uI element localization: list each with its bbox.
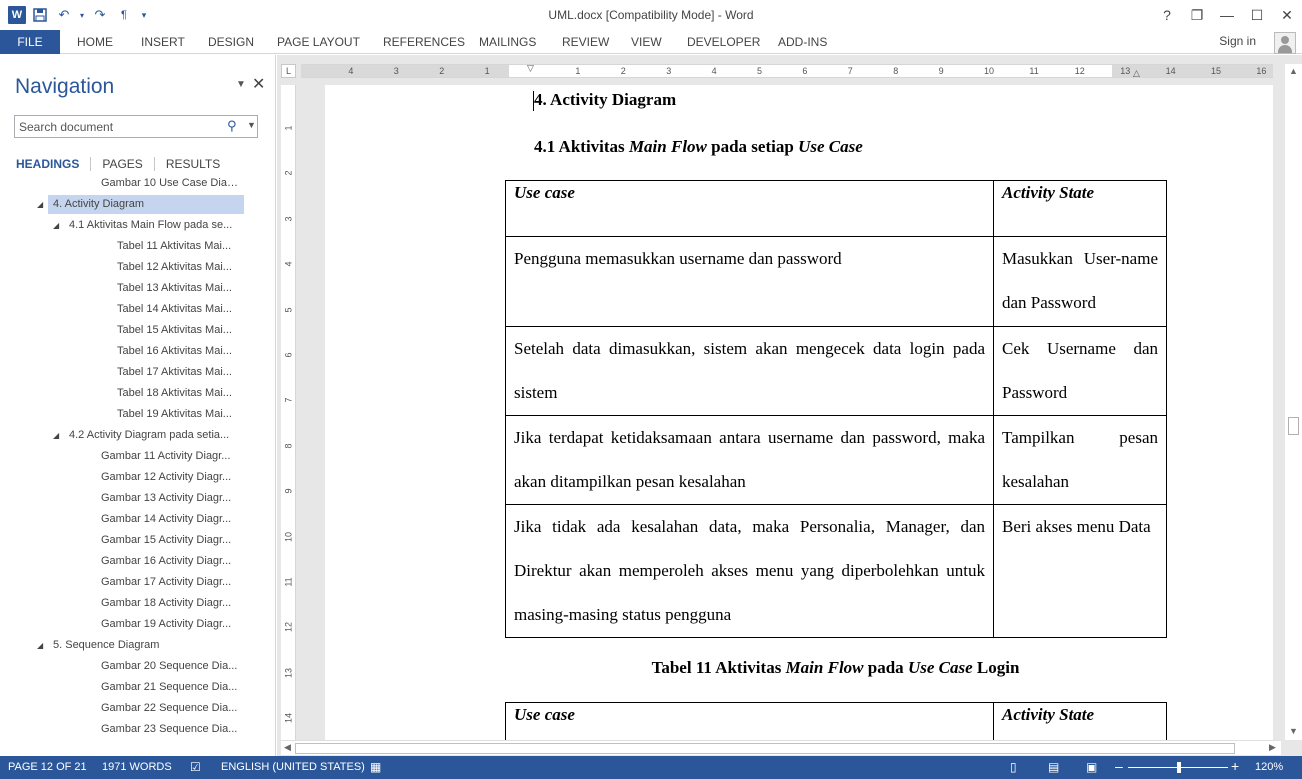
ruler-tick-label: 6 — [283, 352, 294, 358]
tab-insert[interactable]: INSERT — [141, 35, 185, 49]
ruler-tick-label: 9 — [283, 488, 294, 494]
table-cell: Jika terdapat ketidaksamaan antara username dan password, maka akan ditampilkan pesan kesalahan — [506, 416, 994, 505]
ruler-tick-label: 8 — [283, 443, 294, 449]
sign-in-link[interactable]: Sign in — [1219, 34, 1256, 48]
search-box — [14, 115, 258, 138]
search-icon[interactable]: ⚲ — [227, 118, 237, 133]
web-layout-icon[interactable]: ▣ — [1086, 760, 1098, 774]
scroll-right-icon[interactable]: ▶ — [1269, 742, 1276, 752]
table-header-cell: Activity State — [994, 703, 1167, 741]
ruler-tick-label: 3 — [283, 216, 294, 222]
ruler-tick-label: 7 — [283, 397, 294, 403]
nav-heading-item[interactable]: Gambar 20 Sequence Dia... — [101, 660, 238, 672]
nav-heading-item[interactable]: Gambar 15 Activity Diagr... — [101, 534, 232, 546]
tab-selector[interactable]: L — [281, 64, 296, 78]
search-input[interactable] — [19, 119, 219, 135]
nav-heading-item[interactable]: Tabel 19 Aktivitas Mai... — [117, 408, 232, 420]
table-cell: Beri akses menu Data — [994, 505, 1167, 638]
nav-heading-item[interactable]: Gambar 12 Activity Diagr... — [101, 471, 232, 483]
search-options-icon[interactable]: ▼ — [247, 120, 256, 130]
scroll-left-icon[interactable]: ◀ — [284, 742, 291, 752]
nav-heading-item[interactable]: Gambar 13 Activity Diagr... — [101, 492, 232, 504]
nav-heading-item[interactable]: Tabel 18 Aktivitas Mai... — [117, 387, 232, 399]
window-controls — [1152, 0, 1302, 30]
ruler-tick-label: 2 — [620, 66, 626, 76]
horizontal-scrollbar[interactable] — [281, 740, 1281, 755]
pane-options-icon[interactable]: ▼ — [236, 79, 246, 90]
nav-heading-item[interactable]: 4. Activity Diagram — [53, 198, 145, 210]
nav-heading-item[interactable]: Tabel 17 Aktivitas Mai... — [117, 366, 232, 378]
document-page[interactable] — [325, 85, 1273, 740]
ruler-tick-label: 1 — [484, 66, 490, 76]
table-cell: Tampilkan pesan kesalahan — [994, 416, 1167, 505]
navigation-title: Navigation — [15, 75, 115, 98]
save-icon[interactable] — [30, 6, 50, 24]
ruler-tick-label: 13 — [283, 667, 294, 678]
ruler-tick-label: 12 — [1074, 66, 1085, 76]
ruler-tick-label: 10 — [283, 531, 294, 542]
ruler-tick-label: 15 — [1211, 66, 1222, 76]
table-header-cell: Use case — [506, 703, 994, 741]
language[interactable]: ENGLISH (UNITED STATES) — [221, 761, 365, 773]
headings-tree — [0, 175, 276, 756]
table-header-cell: Activity State — [994, 181, 1167, 237]
word-count[interactable]: 1971 WORDS — [102, 761, 172, 773]
ruler-tick-label: 16 — [1256, 66, 1267, 76]
ruler-tick-label: 14 — [283, 713, 294, 724]
ruler-tick-label: 9 — [938, 66, 944, 76]
help-icon[interactable]: ? — [1163, 7, 1171, 23]
collapse-triangle-icon[interactable]: ◢ — [53, 431, 60, 440]
nav-heading-item[interactable]: Gambar 11 Activity Diagr... — [101, 450, 231, 462]
close-button[interactable]: ✕ — [1281, 6, 1293, 23]
zoom-out-button[interactable]: – — [1115, 758, 1123, 774]
tab-developer[interactable]: DEVELOPER — [687, 35, 761, 49]
tab-file[interactable]: FILE — [0, 30, 60, 54]
ruler-tick-label: 2 — [283, 170, 294, 176]
vertical-ruler[interactable] — [281, 85, 296, 740]
tab-headings[interactable]: HEADINGS — [16, 157, 80, 171]
horizontal-scroll-thumb[interactable] — [295, 743, 1235, 754]
nav-heading-item[interactable]: Gambar 22 Sequence Dia... — [101, 702, 238, 714]
ruler-tick-label: 5 — [757, 66, 763, 76]
nav-heading-item[interactable]: Tabel 11 Aktivitas Mai... — [117, 240, 232, 252]
close-icon[interactable]: ✕ — [252, 76, 266, 93]
undo-icon[interactable]: ↶ — [58, 7, 70, 22]
ruler-tick-label: 4 — [711, 66, 717, 76]
vertical-scrollbar[interactable] — [1285, 64, 1302, 740]
word-app-icon[interactable]: W — [8, 6, 26, 24]
ruler-tick-label: 12 — [283, 622, 294, 633]
horizontal-ruler[interactable] — [301, 64, 1273, 78]
collapse-triangle-icon[interactable]: ◢ — [37, 200, 44, 209]
nav-heading-item[interactable]: 4.1 Aktivitas Main Flow pada se... — [69, 219, 233, 231]
format-icon[interactable]: ¶ — [121, 9, 127, 21]
ruler-tick-label: 7 — [847, 66, 853, 76]
table-cell: Masukkan User-name dan Password — [994, 237, 1167, 327]
vertical-scroll-thumb[interactable] — [1288, 417, 1299, 435]
collapse-triangle-icon[interactable]: ◢ — [53, 221, 60, 230]
ruler-tick-label: 14 — [1165, 66, 1176, 76]
nav-heading-item[interactable]: Gambar 23 Sequence Dia... — [101, 723, 238, 735]
macro-record-icon[interactable]: ▦ — [370, 760, 382, 774]
print-layout-icon[interactable]: ▤ — [1048, 760, 1060, 774]
nav-heading-item[interactable]: Gambar 16 Activity Diagr... — [101, 555, 232, 567]
minimize-button[interactable]: — — [1220, 7, 1234, 23]
zoom-level[interactable]: 120% — [1255, 761, 1284, 773]
collapse-triangle-icon[interactable]: ◢ — [37, 641, 44, 650]
customize-qat-icon[interactable]: ▾ — [141, 9, 147, 20]
navigation-pane — [0, 55, 276, 756]
indent-marker-icon[interactable]: ▽ — [527, 63, 534, 73]
tab-pages[interactable]: PAGES — [90, 157, 153, 171]
zoom-in-button[interactable]: + — [1231, 758, 1240, 774]
tab-home[interactable]: HOME — [77, 35, 113, 49]
ruler-tick-label: 11 — [283, 577, 294, 587]
proofing-icon[interactable]: ☑ — [190, 760, 201, 774]
nav-heading-item[interactable]: Gambar 17 Activity Diagr... — [101, 576, 232, 588]
ruler-tick-label: 1 — [283, 125, 294, 131]
ruler-tick-label: 3 — [393, 66, 399, 76]
undo-dropdown-icon[interactable]: ▾ — [79, 10, 84, 20]
ruler-tick-label: 1 — [575, 66, 581, 76]
tab-add-ins[interactable]: ADD-INS — [778, 35, 828, 49]
maximize-button[interactable]: ☐ — [1250, 6, 1264, 23]
tab-page-layout[interactable]: PAGE LAYOUT — [277, 35, 360, 49]
nav-heading-item[interactable]: Gambar 19 Activity Diagr... — [101, 618, 232, 630]
redo-icon[interactable]: ↷ — [94, 7, 106, 22]
scroll-down-icon[interactable]: ▼ — [1289, 726, 1298, 736]
table-row — [506, 505, 1167, 638]
nav-heading-item[interactable]: Gambar 14 Activity Diagr... — [101, 513, 232, 525]
table-caption: Tabel 11 Aktivitas Main Flow pada Use Case Login — [651, 658, 1020, 677]
ruler-tick-label: 8 — [893, 66, 899, 76]
tab-view[interactable]: VIEW — [631, 35, 662, 49]
use-case-table-2 — [505, 702, 1167, 740]
ruler-tick-label: 11 — [1029, 66, 1039, 76]
table-header-row — [506, 703, 1167, 741]
nav-heading-item[interactable]: Gambar 18 Activity Diagr... — [101, 597, 232, 609]
page-count[interactable]: PAGE 12 OF 21 — [8, 761, 87, 773]
nav-heading-item[interactable]: 5. Sequence Diagram — [53, 639, 160, 651]
table-cell: Cek Username dan Password — [994, 327, 1167, 416]
table-row — [506, 327, 1167, 416]
tab-references[interactable]: REFERENCES — [383, 35, 466, 49]
heading-activity-diagram: 4. Activity Diagram — [534, 90, 677, 109]
quick-access-toolbar — [8, 6, 150, 24]
table-cell: Pengguna memasukkan username dan password — [506, 237, 994, 327]
zoom-slider-thumb[interactable] — [1177, 762, 1181, 773]
nav-heading-item[interactable]: Tabel 16 Aktivitas Mai... — [117, 345, 232, 357]
ruler-tick-label: 3 — [666, 66, 672, 76]
ruler-tick-label: 13 — [1120, 66, 1131, 76]
table-cell: Jika tidak ada kesalahan data, maka Personalia, Manager, dan Direktur akan memperoleh akses menu yang diperbolehkan untuk masing-masing status pengguna — [506, 505, 994, 638]
avatar[interactable] — [1274, 32, 1296, 54]
nav-heading-item[interactable]: Tabel 13 Aktivitas Mai... — [117, 282, 232, 294]
navigation-tabs — [16, 156, 231, 172]
ruler-tick-label: 5 — [283, 307, 294, 313]
scroll-up-icon[interactable]: ▲ — [1289, 66, 1298, 76]
ruler-tick-label: 4 — [348, 66, 354, 76]
nav-heading-item[interactable]: Gambar 21 Sequence Dia... — [101, 681, 238, 693]
table-row — [506, 237, 1167, 327]
tab-mailings[interactable]: MAILINGS — [479, 35, 537, 49]
title-bar — [0, 0, 1302, 30]
nav-heading-item[interactable]: Tabel 14 Aktivitas Mai... — [117, 303, 232, 315]
use-case-table-1 — [505, 180, 1167, 638]
nav-heading-item[interactable]: Tabel 12 Aktivitas Mai... — [117, 261, 232, 273]
ruler-tick-label: 2 — [439, 66, 445, 76]
nav-heading-item[interactable]: Gambar 10 Use Case Diag... — [101, 177, 242, 189]
table-row — [506, 416, 1167, 505]
ruler-tick-label: 4 — [283, 261, 294, 267]
tab-design[interactable]: DESIGN — [208, 35, 255, 49]
tab-results[interactable]: RESULTS — [154, 157, 231, 171]
table-header-cell: Use case — [506, 181, 994, 237]
nav-heading-item[interactable]: 4.2 Activity Diagram pada setia... — [69, 429, 230, 441]
window-title: UML.docx [Compatibility Mode] - Word — [548, 8, 754, 22]
table-cell: Setelah data dimasukkan, sistem akan mengecek data login pada sistem — [506, 327, 994, 416]
ruler-tick-label: 10 — [984, 66, 995, 76]
table-header-row — [506, 181, 1167, 237]
heading-main-flow: 4.1 Aktivitas Main Flow pada setiap Use Case — [534, 137, 863, 156]
read-mode-icon[interactable]: ▯ — [1010, 760, 1017, 774]
ribbon-tabs — [0, 30, 1302, 54]
status-bar — [0, 756, 1302, 779]
nav-heading-item[interactable]: Tabel 15 Aktivitas Mai... — [117, 324, 232, 336]
ribbon-display-options-icon[interactable]: ❐ — [1190, 6, 1204, 23]
right-indent-marker-icon[interactable]: △ — [1133, 68, 1140, 78]
tab-review[interactable]: REVIEW — [562, 35, 610, 49]
ruler-tick-label: 6 — [802, 66, 808, 76]
